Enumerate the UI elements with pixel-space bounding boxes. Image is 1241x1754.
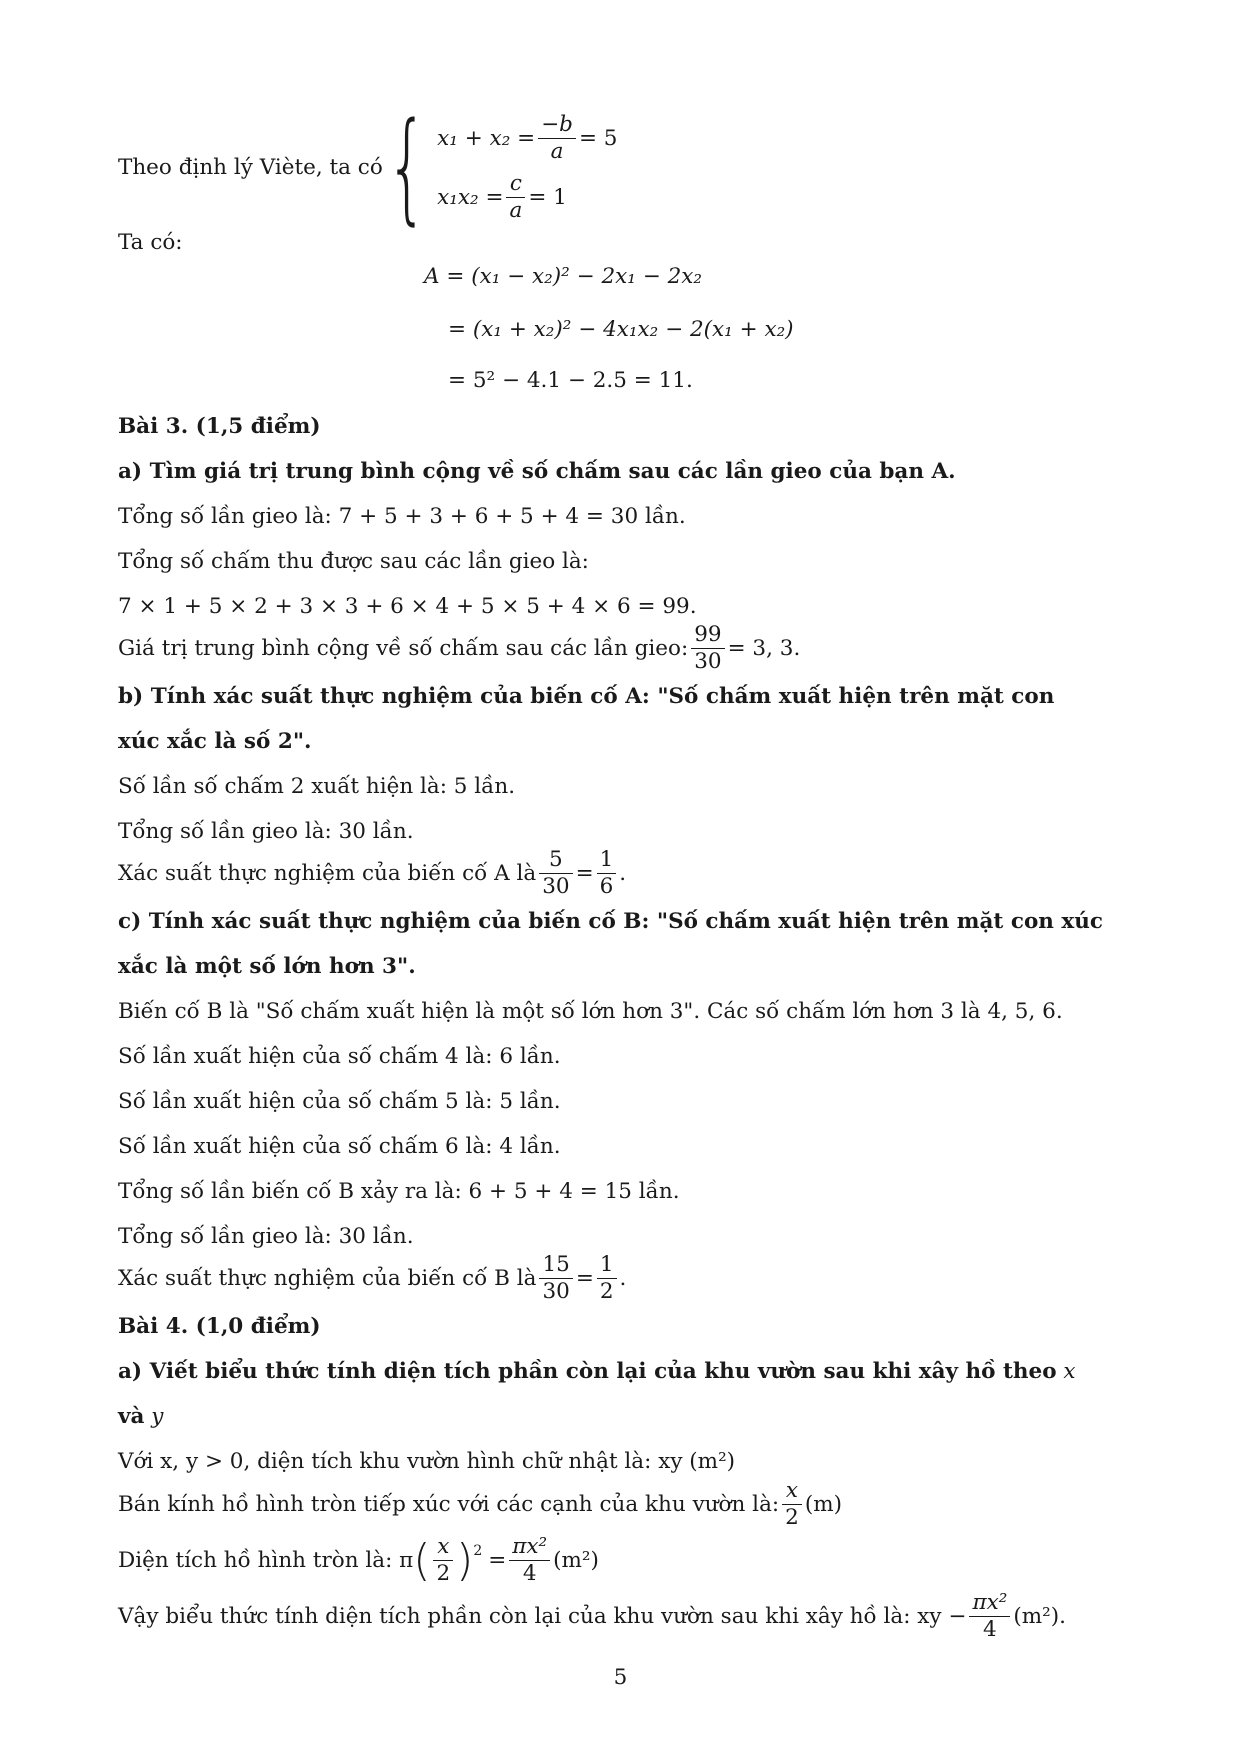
fraction-minus-b-over-a: $\frac{-b}{a}$ [538,112,576,165]
bai3-c-title-1: c) Tính xác suất thực nghiệm của biến cố B: "Số chấm xuất hiện trên mặt con xúc [118,909,1103,934]
bai4-title: Bài 4. (1,0 điểm) [118,1314,321,1339]
fraction-pi-x2-over-4: $\frac{\text{πx²}}{4}$ [509,1534,550,1587]
bai4-line3: Diện tích hồ hình tròn là: π ( $\frac{x}{2}$ ) $^2$ = $\frac{\text{πx²}}{4}$ (m²) [118,1534,599,1586]
bai4-line4: Vậy biểu thức tính diện tích phần còn lại của khu vườn sau khi xây hồ là: xy − $\frac{\text{πx²}}{4}$ (m²). [118,1590,1066,1642]
fraction-c-over-a: $\frac{c}{a}$ [506,171,525,224]
bai3-a-line4: Giá trị trung bình cộng về số chấm sau các lần gieo: $\frac{99}{30}$ = 3, 3. [118,622,801,674]
bai3-b-title-1: b) Tính xác suất thực nghiệm của biến cố A: "Số chấm xuất hiện trên mặt con [118,684,1055,709]
bai4-line2: Bán kính hồ hình tròn tiếp xúc với các cạnh của khu vườn là: $\frac{x}{2}$ (m) [118,1478,842,1530]
ta-co-line: Ta có: [118,230,183,255]
viete-eq-product: x₁x₂ = $\frac{c}{a}$ = 1 [437,171,567,223]
bai4-line1: Với x, y > 0, diện tích khu vườn hình chữ nhật là: xy (m²) [118,1449,736,1474]
bai3-b-line1: Số lần số chấm 2 xuất hiện là: 5 lần. [118,774,516,799]
fraction-1-over-2: $\frac{1}{2}$ [597,1252,617,1305]
bai3-c-line6: Tổng số lần gieo là: 30 lần. [118,1224,414,1249]
calc-line-1: A = (x₁ − x₂)² − 2x₁ − 2x₂ [424,264,702,289]
bai3-title: Bài 3. (1,5 điểm) [118,414,321,439]
bai3-a-title: a) Tìm giá trị trung bình cộng về số chấm sau các lần gieo của bạn A. [118,459,956,484]
bai3-c-line4: Số lần xuất hiện của số chấm 6 là: 4 lần. [118,1134,561,1159]
fraction-x-over-2-squared: $\frac{x}{2}$ [433,1534,453,1587]
fraction-99-over-30: $\frac{99}{30}$ [691,622,724,675]
bai3-c-line1: Biến cố B là "Số chấm xuất hiện là một số lớn hơn 3". Các số chấm lớn hơn 3 là 4, 5, 6. [118,999,1063,1024]
system-brace: { x₁ + x₂ = $\frac{-b}{a}$ = 5 x₁x₂ = $\frac{c}{a}$ = 1 [385,98,618,237]
bai3-c-line3: Số lần xuất hiện của số chấm 5 là: 5 lần. [118,1089,561,1114]
bai4-a-title-1: a) Viết biểu thức tính diện tích phần còn lại của khu vườn sau khi xây hồ theo x [118,1359,1076,1384]
page-number: 5 [613,1665,628,1690]
fraction-pi-x2-over-4-result: $\frac{\text{πx²}}{4}$ [969,1590,1010,1643]
bai3-c-line7: Xác suất thực nghiệm của biến cố B là $\frac{15}{30}$ = $\frac{1}{2}$ . [118,1252,627,1304]
bai3-c-title-2: xắc là một số lớn hơn 3". [118,954,416,979]
fraction-1-over-6: $\frac{1}{6}$ [597,847,617,900]
viete-lead: Theo định lý Viète, ta có [118,155,383,180]
bai3-a-line2: Tổng số chấm thu được sau các lần gieo là: [118,549,589,574]
bai3-b-line3: Xác suất thực nghiệm của biến cố A là $\frac{5}{30}$ = $\frac{1}{6}$ . [118,847,627,899]
fraction-x-over-2: $\frac{x}{2}$ [782,1478,802,1531]
calc-line-2: = (x₁ + x₂)² − 4x₁x₂ − 2(x₁ + x₂) [448,317,794,342]
viete-line [118,98,618,237]
fraction-5-over-30: $\frac{5}{30}$ [539,847,572,900]
calc-line-3: = 5² − 4.1 − 2.5 = 11. [448,368,693,393]
bai3-a-line1: Tổng số lần gieo là: 7 + 5 + 3 + 6 + 5 + 4 = 30 lần. [118,504,686,529]
bai4-a-title-2: và y [118,1404,164,1429]
bai3-c-line2: Số lần xuất hiện của số chấm 4 là: 6 lần. [118,1044,561,1069]
bai3-c-line5: Tổng số lần biến cố B xảy ra là: 6 + 5 + 4 = 15 lần. [118,1179,680,1204]
bai3-b-line2: Tổng số lần gieo là: 30 lần. [118,819,414,844]
viete-eq-sum: x₁ + x₂ = $\frac{-b}{a}$ = 5 [437,112,618,164]
bai3-b-title-2: xúc xắc là số 2". [118,729,312,754]
fraction-15-over-30: $\frac{15}{30}$ [539,1252,572,1305]
bai3-a-line3: 7 × 1 + 5 × 2 + 3 × 3 + 6 × 4 + 5 × 5 + 4 × 6 = 99. [118,594,697,619]
